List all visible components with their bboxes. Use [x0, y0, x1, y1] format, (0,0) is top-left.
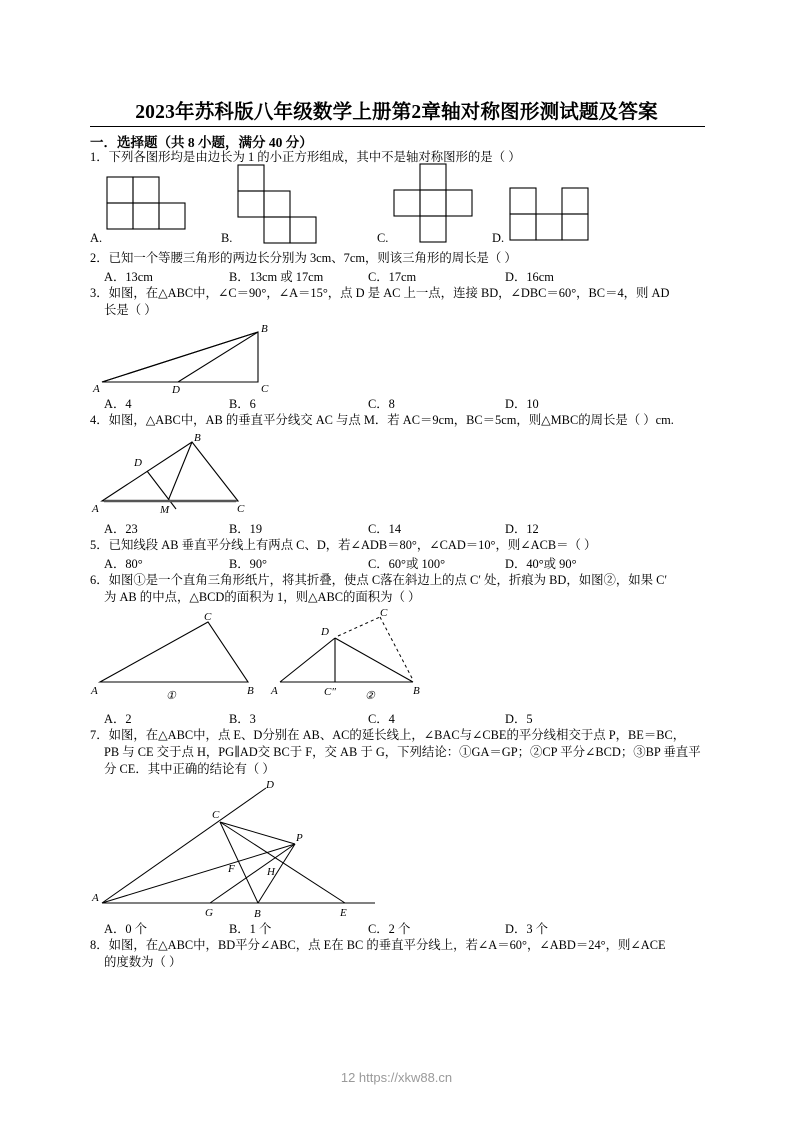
question-2-option-b[interactable]: B．13cm 或 17cm — [229, 270, 324, 284]
q6a-label-b: B — [247, 685, 254, 697]
title-divider — [90, 126, 705, 127]
question-6-text-1: 如图①是一个直角三角形纸片，将其折叠，使点 C落在斜边上的点 C′ 处，折痕为 BD，如图②，如果 C′ — [108, 573, 668, 587]
question-5-option-d[interactable]: D．40°或 90° — [505, 557, 577, 571]
q4-label-b: B — [194, 432, 201, 444]
footer-watermark: 12 https://xkw88.cn — [340, 1070, 453, 1085]
question-8-line-2: 的度数为（ ） — [104, 955, 182, 969]
question-1-figure-label-d: D. — [492, 231, 505, 245]
question-5-option-b[interactable]: B．90° — [229, 557, 268, 571]
question-3-line-2: 长是（ ） — [104, 303, 157, 317]
q6a-label-a: A — [91, 685, 98, 697]
question-1-figures — [90, 162, 710, 247]
question-6-line-1 — [90, 572, 667, 589]
question-4-option-c[interactable]: C．14 — [368, 522, 402, 536]
question-2-option-c[interactable]: C．17cm — [368, 270, 417, 284]
question-1-figure-label-b: B. — [221, 231, 233, 245]
q7-label-b: B — [254, 908, 261, 920]
q6b-label-cprime: C″ — [324, 686, 336, 698]
question-4-option-b[interactable]: B．19 — [229, 522, 263, 536]
question-2-line-1 — [90, 250, 517, 267]
section-heading: 一．选择题（共 8 小题，满分 40 分） — [90, 135, 313, 150]
question-8-number: 8． — [90, 938, 109, 952]
question-3-text-1: 如图，在△ABC中，∠C＝90°，∠A＝15°，点 D 是 AC 上一点，连接 BD，∠DBC＝60°，BC＝4，则 AD — [108, 286, 670, 300]
q7-label-d: D — [266, 779, 274, 791]
question-3-option-d[interactable]: D．10 — [505, 397, 539, 411]
question-1-text: 下列各图形均是由边长为 1 的小正方形组成，其中不是轴对称图形的是（ ） — [108, 150, 521, 164]
question-4-option-d[interactable]: D．12 — [505, 522, 539, 536]
question-3-line-1 — [90, 285, 669, 302]
question-6-option-b[interactable]: B．3 — [229, 712, 256, 726]
question-7-option-d[interactable]: D．3 个 — [505, 922, 549, 936]
q4-label-d: D — [134, 457, 142, 469]
question-7-number: 7． — [90, 728, 109, 742]
question-7-line-2: PB 与 CE 交于点 H，PG∥AD交 BC于 F，交 AB 于 G，下列结论：①GA＝GP；②CP 平分∠BCD；③BP 垂直平 — [104, 745, 701, 759]
q6b-label-fig2: ② — [365, 690, 375, 702]
question-1-figure-label-a: A. — [90, 231, 103, 245]
q6b-label-c: C — [380, 607, 388, 619]
question-7-option-a[interactable]: A．0 个 — [104, 922, 148, 936]
question-7-option-b[interactable]: B．1 个 — [229, 922, 272, 936]
question-4-number: 4． — [90, 413, 109, 427]
question-7-option-c[interactable]: C．2 个 — [368, 922, 411, 936]
question-5-options — [104, 554, 577, 572]
q4-label-c: C — [237, 503, 245, 515]
q4-label-a: A — [92, 503, 99, 515]
question-4-line-1 — [90, 412, 674, 429]
question-7-text-1: 如图，在△ABC中，点 E、D分别在 AB、AC的延长线上，∠BAC与∠CBE的平分线相交于点 P，BE＝BC， — [108, 728, 686, 742]
question-2-number: 2． — [90, 251, 109, 265]
question-6-line-2: 为 AB 的中点，△BCD的面积为 1，则△ABC的面积为（ ） — [104, 590, 421, 604]
question-6-option-d[interactable]: D．5 — [505, 712, 533, 726]
question-3-figure — [90, 320, 540, 395]
question-3-option-c[interactable]: C．8 — [368, 397, 395, 411]
question-2-option-d[interactable]: D．16cm — [505, 270, 554, 284]
q6b-label-b: B — [413, 685, 420, 697]
page-title: 2023年苏科版八年级数学上册第2章轴对称图形测试题及答案 — [135, 102, 658, 123]
q3-label-d: D — [172, 384, 180, 396]
q3-label-c: C — [261, 383, 269, 395]
q7-label-a: A — [92, 892, 99, 904]
question-2-text: 已知一个等腰三角形的两边长分别为 3cm、7cm，则该三角形的周长是（ ） — [108, 251, 517, 265]
q7-label-f: F — [228, 863, 235, 875]
question-8-text-1: 如图，在△ABC中，BD平分∠ABC，点 E在 BC 的垂直平分线上，若∠A＝60°，∠ABD＝24°，则∠ACE — [108, 938, 666, 952]
question-1-number: 1． — [90, 150, 109, 164]
q7-label-h: H — [267, 866, 275, 878]
question-6-number: 6． — [90, 573, 109, 587]
q6a-label-c: C — [204, 611, 212, 623]
q6a-label-fig1: ① — [166, 690, 176, 702]
question-2-options — [104, 267, 554, 285]
question-6-option-a[interactable]: A．2 — [104, 712, 132, 726]
q7-label-g: G — [205, 907, 213, 919]
question-6-options — [104, 709, 533, 727]
question-7-line-3: 分 CE．其中正确的结论有（ ） — [104, 762, 275, 776]
q4-label-m: M — [160, 504, 170, 516]
question-7-figure — [90, 780, 490, 920]
q6b-label-d: D — [321, 626, 329, 638]
q7-label-e: E — [340, 907, 347, 919]
question-6-figure-2 — [270, 608, 590, 700]
q6b-label-a: A — [271, 685, 278, 697]
question-5-text: 已知线段 AB 垂直平分线上有两点 C、D，若∠ADB＝80°，∠CAD＝10°，则∠ACB＝（ ） — [108, 538, 597, 552]
question-4-option-a[interactable]: A．23 — [104, 522, 138, 536]
question-3-options — [104, 394, 539, 412]
question-3-option-a[interactable]: A．4 — [104, 397, 132, 411]
question-3-number: 3． — [90, 286, 109, 300]
question-5-option-a[interactable]: A．80° — [104, 557, 143, 571]
question-4-figure — [90, 429, 490, 514]
question-7-options — [104, 919, 548, 937]
question-4-options — [104, 519, 539, 537]
q3-label-b: B — [261, 323, 268, 335]
question-1-figure-label-c: C. — [377, 231, 389, 245]
q3-label-a: A — [93, 383, 100, 395]
question-3-option-b[interactable]: B．6 — [229, 397, 256, 411]
question-4-text: 如图，△ABC中，AB 的垂直平分线交 AC 与点 M．若 AC＝9cm，BC＝5cm，则△MBC的周长是（ ）cm. — [108, 413, 674, 427]
question-5-option-c[interactable]: C．60°或 100° — [368, 557, 446, 571]
question-8-line-1 — [90, 937, 666, 954]
question-7-line-1 — [90, 727, 685, 744]
question-5-number: 5． — [90, 538, 109, 552]
question-6-option-c[interactable]: C．4 — [368, 712, 395, 726]
question-2-option-a[interactable]: A．13cm — [104, 270, 153, 284]
question-5-line-1 — [90, 537, 596, 554]
q7-label-p: P — [296, 832, 303, 844]
q7-label-c: C — [212, 809, 220, 821]
